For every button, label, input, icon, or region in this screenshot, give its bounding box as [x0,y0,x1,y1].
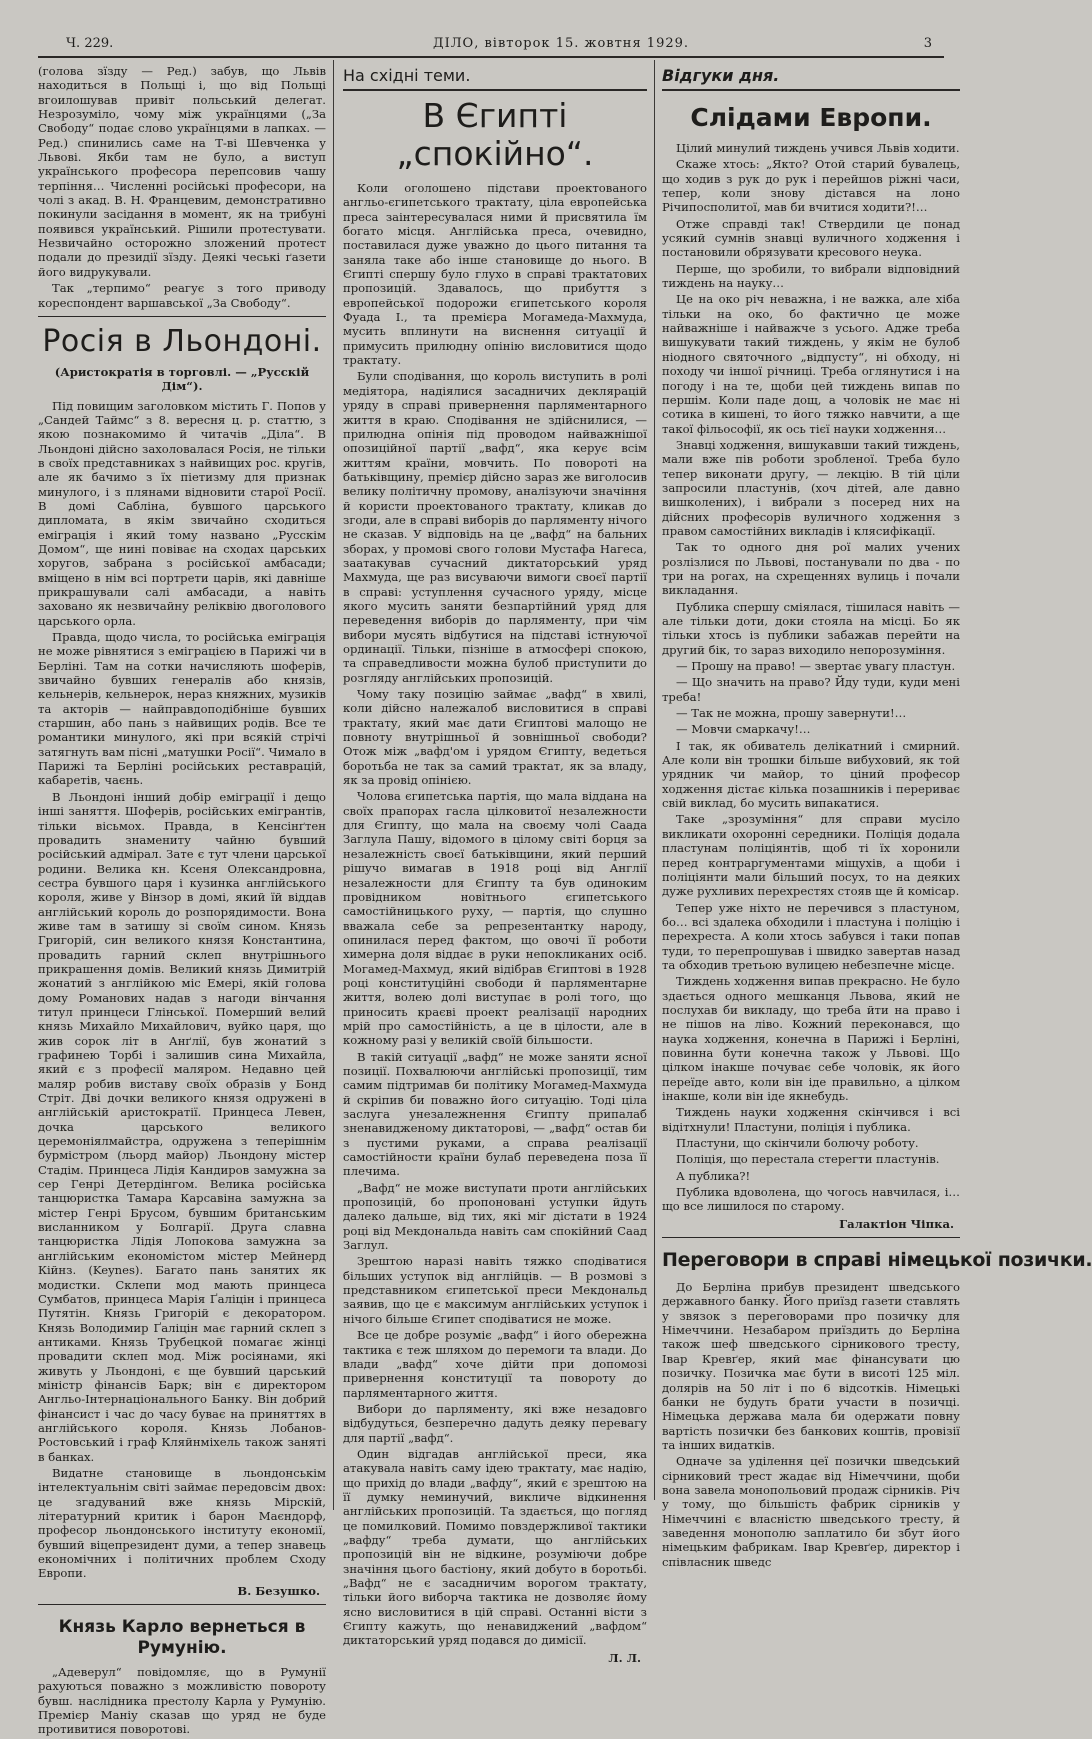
article-paragraph: Перше, що зробили, то вибрали відповідний тиждень на науку… [662,261,960,291]
article-paragraph: „Адеверул“ повідомляє, що в Румунії рахуються поважно з можливістю повороту бувш. наслідника престолу Карла у Румунію. Премієр Маніу сказав що уряд не буде противитися поворотові. [38,1665,326,1737]
rubric-rule [343,89,647,91]
article-title-german-loan: Переговори в справі німецької позички. [662,1249,1092,1272]
article-title-karol: Князь Карло вернеться в Румунію. [58,1617,306,1659]
column-divider-2 [654,60,655,1500]
article-paragraph: Зрештою наразі навіть тяжко сподіватися більших уступок від англійців. — В розмові з представником єгипетської преси Мекдональд заявив, що це є максимум англійських уступок і нічого більше Єгипет сподіватися не може. [343,1254,647,1326]
article-paragraph: Пластуни, що скінчили болючу роботу. [676,1136,919,1151]
article-paragraph: Чому таку позицію займає „вафд“ в хвилі, коли дійсно належалоб висловитися в справі трактату, який має дати Єгиптові малощо не повноту внутрішньої й зовнішньої свободи? Отож між „вафд'ом і урядом Єгипту, ведеться боротьба не так за самий трактат, як за владу, як за провід опінією. [343,687,647,788]
page-header [38,36,944,52]
article-paragraph: Отже справді так! Ствердили це понад усякий сумнів знавці вуличного ходження і постановили обрязувати кресового неука. [662,216,960,260]
article-paragraph: — Так не можна, прошу завернути!… [676,706,907,721]
section-rule [38,1604,326,1605]
rubric-rule [662,89,960,91]
article-paragraph: Публика вдоволена, що чогось навчилася, і… що все лишилося по старому. [662,1185,960,1214]
intro-paragraph: Так „терпимо“ реагує з того приводу кореспондент варшавської „За Свободу“. [38,281,326,310]
article-paragraph: Поліція, що перестала стерегти пластунів. [676,1152,940,1167]
article-paragraph: Так то одного дня рої малих учених розлізлися по Львові, постанували по два - по три на рогах, на схрещеннях вулиць і почали викладання. [662,540,960,598]
article-title-egypt: В Єгипті „спокійно“. [396,96,594,173]
article-paragraph: Публика спершу сміялася, тішилася навіть — але тільки доти, доки стояла на місці. Бо як тільки хтось із публики забажав перейти на другий бік, то зараз виходило непорозуміння. [662,599,960,657]
section-rule [38,316,326,317]
article-subtitle: (Аристократія в торговлі. — „Русскій Дім“). [54,364,310,394]
article-paragraph: Це на око річ неважна, і не важка, але хіба тільки на око, бо фактично це може найважніше і найважче з усього. Адже треба вишукувати такий тиждень, у якім не булоб ніодного святочного „відпусту“, ні обходу, ні походу чи іншої річниці. Треба оглянутися і на погоду і на те, щоби цей тиждень випав по першім. Коли паде дощ, а чоловік не має ні сотика в кишені, то його тяжко навчити, а ще такої фільософії, як ось тієї науки ходження… [662,292,960,436]
article-paragraph: Скаже хтось: „Якто? Отой старий бувалець, що ходив з рук до рук і перейшов ріжні часи, тепер, коли знову дістався на лоно Річипосполитої, мав би вчитися ходити?!… [662,157,960,215]
column-1 [38,64,326,1739]
article-paragraph: Одначе за уділення цеї позички шведський сірниковий трест жадає від Німеччини, щоби вона завела монопольовий продаж сірників. Річ у тому, що більшість фабрик сірників у Німеччині є власністю шведського тресту, й заведення монополю заплатило би збут його німецьким фабрикам. Івар Кревґер, директор і співласник шведс [662,1454,960,1569]
article-paragraph: Таке „зрозуміння“ для справи мусіло викликати охоронні середники. Поліція додала пластунам поліціянтів, щоб ті їх хоронили перед контраргументами міщухів, а щоби і поліціянти мали більший посух, то на деяких дуже рухливих перехрестях стояв ще й комісар. [662,812,960,899]
masthead: ДІЛО, вівторок 15. жовтня 1929. [433,36,690,51]
article-paragraph: І так, як обиватель делікатний і смирний. Але коли він трошки більше вибуховий, як той урядник чи майор, то ціний професор ходження дістає кілька позашників і перериває свій виклад, бо мусить випакатися. [662,738,960,811]
article-signature: Галактіон Чіпка. [839,1216,954,1231]
rubric-eastern-topics: На східні теми. [343,66,471,85]
article-paragraph: Цілий минулий тиждень учився Львів ходити. [676,141,960,155]
article-paragraph: Тиждень ходження випав прекрасно. Не було здається одного мешканця Львова, який не послухав би викладу, що треба йти на право і не пішов на ліво. Кожний переконався, що наука ходження, конечна в Парижі і Берліні, повинна бути конечна також у Львові. Що цілком інакше почуває себе чоловік, як його переїде авто, коли він іде правильно, а цілком інакше, коли він іде якнебудь. [662,974,960,1103]
article-paragraph: Все це добре розуміє „вафд“ і його обережна тактика є теж шляхом до перемоги та влади. До влади „вафд“ хоче дійти при допомозі привернення конституції та повороту до парляментарного життя. [343,1328,647,1400]
column-2 [343,64,647,1669]
article-paragraph: Були сподівання, що король виступить в ролі медіятора, надіялися засадничих деклярацій уряду в справі привернення парляментарного життя в краю. Сподівання не здійснилися, — прилюдна опінія під проводом найважнішої опозиційної партії „вафд“, яка керує всім життям країни, мовчить. По повороті на батьківщину, премієр дійсно зараз же виголосив велику політичну промову, аналізуючи значіння й користи проектованого трактату, кликав до згоди, але в справі виборів до парляменту нічого не сказав. У відповідь на це „вафд“ на бальних зборах, у промові свого голови Мустафа Нагеса, заатакував сучасний диктаторський уряд Махмуда, ще раз висуваючи вимоги своєї партії в справі: уступлення сучасного уряду, місце якого мусить заняти безпартійний уряд для переведення виборів до парляменту, при чім вибори мусять відбутися на підставі істнуючої ординації. Тільки, пізніше в атмосфері спокою, та справедливости можна булоб приступити до розгляду англійських пропозицій. [343,369,647,685]
article-paragraph: Видатне становище в льондонськім інтелектуальнім світі займає передовсім двох: це згадуваний вже князь Мірскій, літературний критик і барон Маєндорф, професор льондонського інституту економії, бувший віцепрезидент думи, а тепер знавець економічних і політичних проблем Сходу Европи. [38,1465,326,1581]
rubric-day-echoes: Відгуки дня. [662,66,780,85]
intro-paragraph: (голова зїзду — Ред.) забув, що Львів находиться в Польщі і, що від Польщі вгоилошував привіт польський делегат. Незрозуміло, чому між українцями („За Свободу“ подає слово українцями в лапках. — Ред.) спинились саме на Т-ві Шевченка у Львові. Якби там не було, а виступ українського професора перепсовив чашу терпіння… Численні російські професори, на чолі з акад. В. Н. Францевим, демонстративно покинули засідання в момент, як на трибуні появився український. Рішили протестувати. Незвичайно осторожно зложений протест подали до президії зїзду. Деякі чеські ґазети його видрукували. [38,64,326,279]
article-paragraph: Тиждень науки ходження скінчився і всі відітхнули! Пластуни, поліція і публика. [662,1105,960,1134]
article-signature: Л. Л. [608,1650,641,1665]
article-paragraph: Тепер уже ніхто не перечився з пластуном, бо… всі здалека обходили і пластуна і поліцію і перехреста. А коли хтось забувся і таки попав туди, то перепрошував і швидко завертав назад та обходив третьою вулицею небезпечне місце. [662,900,960,972]
article-paragraph: Правда, щодо числа, то російська еміграція не може рівнятися з еміграцією в Парижі чи в Берліні. Там на сотки начисляють шоферів, звичайно бувших генералів або князів, кельнерів, кельнерок, нераз княжних, музиків та акторів — найправдоподібніше бувших старшин, або пань з найвищих родів. Все те романтики минулого, які при всякій стрічі затягнуть вам пісні „матушки Росії“. Чимало в Парижі та Берліні російських реставрацій, кабаретів, чаєнь. [38,630,326,788]
column-3 [662,64,1092,1571]
article-paragraph: — Що значить на право? Йду туди, куди мені треба! [662,675,960,704]
page-number: 3 [923,36,932,51]
article-paragraph: Чолова єгипетська партія, що мала віддана на своїх прапорах гасла цілковитої незалежности для Єгипту, що мала на своєму чолі Саада Заглула Пашу, відомого в цілому світі борця за незалежність своєї батьківщини, який перший рішучо вимагав в 1918 році від Англії незалежности для Єгипту та був одиноким провідником новітнього єгипетського самостійницького руху, — партія, що слушно вважала себе за репрезентантку народу, опинилася перед фактом, що овочі її роботи химерна доля віддає в руки непокликаних осіб. Могамед-Махмуд, який відібрав Єгиптові в 1928 році конституційні свободи й парляментарне життя, волею долі виступає в ролі того, що приносить краєві проект реалізації народних мрій про самостійність, а це в цілости, але в кожному разі у великій своїй більшости. [343,789,647,1048]
article-paragraph: В такій ситуації „вафд“ не може заняти ясної позиції. Похвалюючи англійські пропозиції, тим самим підтримав би політику Могамед-Махмуда й скріпив би поважно його ситуацію. Тоді ціла заслуга унезалежнення Єгипту припалаб зненавидженому диктаторові, — „вафд“ остав би з пустими руками, а справа реалізації самостійности країни булаб переведена поза її плечима. [343,1049,647,1179]
header-rule [38,56,944,58]
article-paragraph: Знавці ходження, вишукавши такий тиждень, мали вже пів роботи зробленої. Треба було тепер виконати другу, — лекцію. В тій ціли запросили пластунів, (хоч дітей, але давно вишколених), і вибрали з посеред них на дійсних професорів вуличного ходження з правом самостійних викладів і клясифікації. [662,437,960,538]
article-paragraph: „Вафд“ не може виступати проти англійських пропозицій, бо пропоновані уступки йдуть далеко дальше, від тих, які міг дістати в 1924 році від Мекдональда навіть сам спокійний Саад Заглул. [343,1180,647,1253]
article-signature: В. Безушко. [237,1583,320,1598]
article-paragraph: В Льондоні інший добір еміграції і дещо інші заняття. Шоферів, російських емігрантів, тільки вісьмох. Правда, в Кенсінґтен провадить знамениту чайню бувший російський адмірал. Зате є тут члени царської родини. Велика кн. Ксеня Олександровна, сестра бувшого царя і кузинка англійського короля, живе у Вінзор в домі, який їй віддав англійський король до розпорядимости. Вона живе там в затишу зі своїм сином. Князь Григорій, син великого князя Константина, провадить гарний склеп внутрішнього прикрашення домів. Великий князь Димитрій жонатий з англійкою міс Емері, якій голова дому Романових надав з нагоди вінчання титул принцеси Глінської. Померший велий князь Михайло Михайлович, вуйко царя, що жив сорок літ в Анґлії, був жонатий з графинею Торбі і залишив сина Михайла, який є з професії маляром. Недавно цей маляр робив виставу своїх образів у Бонд Стріт. Дві дочки великого князя одружені в англійській аристократії. Принцеса Левен, дочка царського великого церемоніялмайстра, одружена з теперішнім бурмістром (льорд майор) Льондону містер Стадім. Принцеса Лідія Кандиров замужна за сер Генрі Детердінгом. Велика російська танцюристка Тамара Карсавіна замужна за містер Генрі Брусом, бувшим британським висланником у Болгарії. Друга славна танцюристка Лідія Лопокова замужна за англійським економістом містер Мейнерд Кійнз. (Keynes). Багато пань занятих як модистки. Склепи мод мають принцеса Сумбатов, принцеса Марія Ґаліцін і принцеса Путятін. Князь Григорій є декоратором. Князь Володимир Ґаліцін має гарний склеп з антиками. Князь Трубецкой помагає жінці провадити склеп мод. Між росіянами, які живуть у Льондоні, є ще бувший царський міністр фінансів Барк; він є директором Англьо-Інтернаціонального Банку. Він добрий фінансист і час до часу буває на приняттях в англійського короля. Князь Лобанов-Ростовський і граф Кляйнміхель також заняті в банках. [38,789,326,1464]
article-paragraph: Вибори до парляменту, які вже незадовго відбудуться, безперечно дадуть деяку перевагу для партії „вафд“. [343,1401,647,1445]
article-title-russia-london: Росія в Льондоні. [42,323,322,359]
article-paragraph: Один відгадав англійської преси, яка атакувала навіть саму ідею трактату, має надію, що прихід до влади „вафду“, який є зрештою на її думку неминучий, викличе відкинення англійських пропозицій. Та здається, що погляд це помилковий. Помимо повздержливої тактики „вафду“ треба думати, що англійських пропозицій він не відкине, розуміючи добре значіння цього бастіону, який добуто в боротьбі. „Вафд“ не є засадничим ворогом трактату, тільки його виборча тактика не дозволяє йому ясно висловитися в цій справі. Останні вісти з Єгипту кажуть, що ненавиджений „вафдом“ диктаторський уряд подався до димісії. [343,1446,647,1648]
article-paragraph: Коли оголошено підстави проектованого англьо-єгипетського трактату, ціла европейська преса заінтересувалася ними й присвятила їм богато місця. Англійська преса, очевидно, поставилася дуже уважно до цього питання та заняла таке або інше становище до нього. В Єгипті спершу було глухо в справі трактатових пропозицій. Здавалось, що прибуття з европейської подорожи єгипетського короля Фуада І., та премієра Могамеда-Махмуда, мусить вплинути на виснення ситуації й примусить прилюдну опінію висловитися щодо трактату. [343,181,647,368]
issue-number: Ч. 229. [66,36,114,51]
column-divider-1 [333,60,334,1510]
article-paragraph: — Мовчи смаркачу!… [676,722,811,737]
article-title-europe: Слідами Европи. [690,103,932,132]
article-paragraph: Під повищим заголовком містить Г. Попов у „Сандей Таймс“ з 8. вересня ц. р. статтю, з якою познакомимо й читачів „Діла“. В Льондоні дійсно захоловалася Росія, не тільки в своїх представниках з найвищих рос. кругів, але як бачимо з їх піетизму для признак минулого, і з плянами відновити старої Росії. В домі Сабліна, бувшого царського дипломата, в якім звичайно сходиться еміграція і який тому названо „Русскім Домом“, ще нині повіває на сходах царських хоругов, забрана з російської амбасади; вміщено в нім всі портрети царів, які давніше прикрашували салі амбасади, а навіть заховано як незвичайну реліквію двоголового царського орла. [38,398,326,628]
article-paragraph: А публика?! [676,1168,751,1183]
article-paragraph: До Берліна прибув президент шведського державного банку. Його приїзд газети ставлять у звязок з переговорами про позичку для Німеччини. Незабаром приїздить до Берліна також шеф шведського сірникового тресту, Івар Кревґер, який має фінансувати цю позичку. Позичка має бути в висоті 125 міл. долярів на 50 літ і по 6 відсотків. Німецькі банки не будуть брати участи в позичці. Німецька держава мала би одержати повну вартість позички без банкових коштів, провізії та інших видатків. [662,1280,960,1452]
article-paragraph: — Прошу на право! — звертає увагу пластун. [676,659,956,674]
section-rule [662,1237,960,1238]
